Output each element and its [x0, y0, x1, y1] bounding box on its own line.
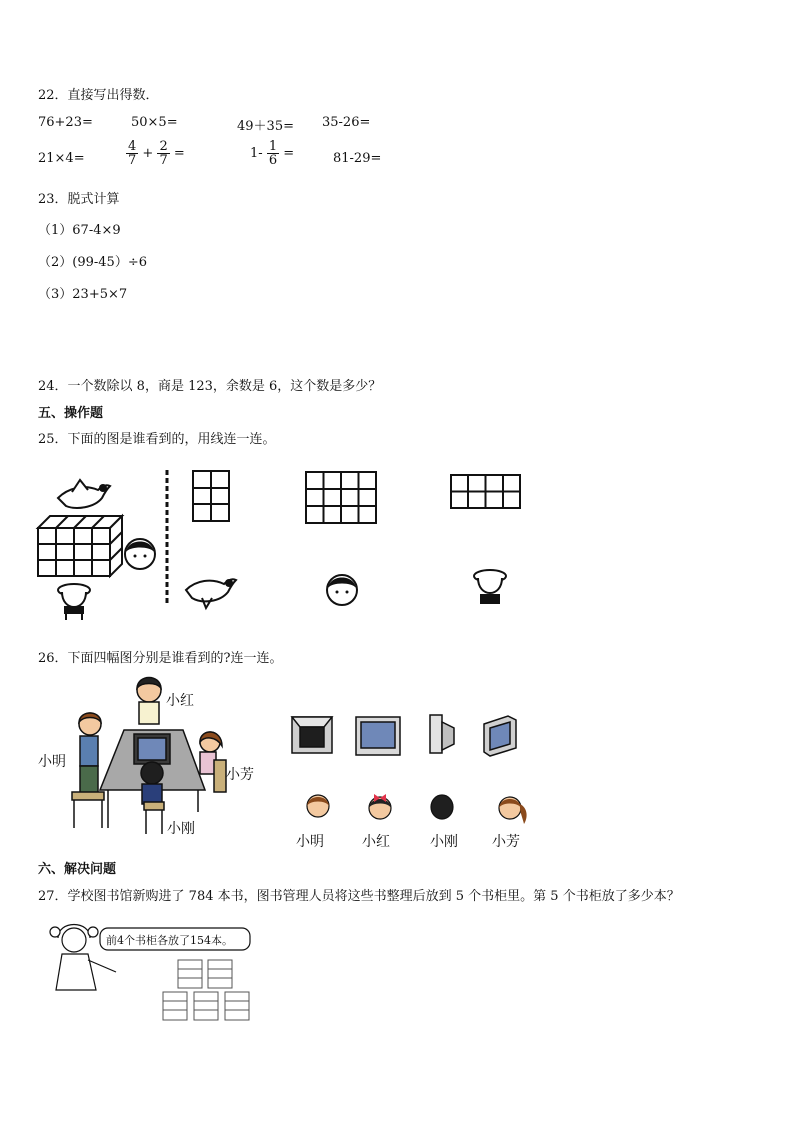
- fraction-numerator: 1: [268, 139, 278, 154]
- girl-ponytail-icon: [499, 797, 527, 824]
- scene-label-xiaoming: 小明: [38, 754, 66, 770]
- q22-expr: 50×5=: [131, 115, 178, 130]
- boy-with-hat-icon: [58, 584, 90, 620]
- equals-sign: =: [173, 146, 185, 161]
- q27-title: 27．学校图书馆新购进了 784 本书，图书管理人员将这些书整理后放到 5 个书柜里。第 5 个书柜放了多少本？: [38, 889, 680, 904]
- expr-prefix: 1-: [250, 146, 263, 161]
- fraction-denominator: 6: [268, 153, 278, 168]
- q23-item: （3）23+5×7: [38, 287, 128, 302]
- q23-item: （1）67-4×9: [38, 223, 121, 238]
- q22-title: 22．直接写出得数．: [38, 88, 159, 103]
- bookshelf-icons: [163, 960, 249, 1020]
- girl-head-icon: [327, 575, 357, 605]
- q22-expr: 21×4=: [38, 151, 85, 166]
- q22-expr: 49＋35=: [237, 119, 294, 134]
- monitor-view-side: [430, 715, 454, 753]
- bottom-label: 小芳: [492, 834, 520, 850]
- scene-label-xiaohong: 小红: [166, 693, 194, 709]
- monitor-view-top: [292, 717, 332, 753]
- pigeon-icon: [58, 480, 110, 508]
- plus-sign: +: [142, 146, 154, 161]
- q25-title: 25．下面的图是谁看到的，用线连一连。: [38, 432, 276, 447]
- scene-label-xiaofang: 小芳: [226, 767, 254, 783]
- fraction-denominator: 7: [128, 153, 137, 168]
- scene-label-xiaogang: 小刚: [167, 821, 195, 837]
- cube-block-icon: [38, 516, 122, 576]
- equals-sign: =: [283, 146, 295, 161]
- girl-head-icon: [125, 539, 155, 569]
- section-heading: 五、操作题: [38, 406, 104, 421]
- q23-item: （2）(99-45）÷6: [38, 255, 147, 270]
- q22-expr: 76+23=: [38, 115, 93, 130]
- q22-expr: 81-29=: [333, 151, 382, 166]
- fraction-numerator: 2: [159, 139, 168, 154]
- bottom-label: 小刚: [430, 834, 458, 850]
- pigeon-icon: [186, 579, 236, 608]
- q23-title: 23．脱式计算: [38, 192, 120, 207]
- boy-back-head-icon: [431, 795, 453, 819]
- classroom-scene: [72, 678, 226, 835]
- q24-title: 24．一个数除以 8，商是 123，余数是 6，这个数是多少？: [38, 379, 382, 394]
- grid-view-2x3: [193, 471, 229, 521]
- bottom-label: 小明: [296, 834, 324, 850]
- boy-with-hat-icon: [474, 570, 506, 604]
- grid-view-4x2: [451, 475, 520, 508]
- bottom-label: 小红: [362, 834, 390, 850]
- fraction-denominator: 7: [159, 153, 168, 168]
- q26-title: 26．下面四幅图分别是谁看到的?连一连。: [38, 651, 283, 666]
- speech-bubble-text: 前4个书柜各放了154本。: [106, 934, 233, 947]
- q22-expr: 35-26=: [322, 115, 371, 130]
- section-heading: 六、解决问题: [38, 862, 117, 877]
- grid-view-4x3: [306, 472, 376, 523]
- boy-head-icon: [307, 795, 329, 817]
- monitor-view-front: [356, 717, 400, 755]
- monitor-view-angle: [484, 716, 516, 756]
- fraction-numerator: 4: [128, 139, 137, 154]
- girl-with-bow-icon: [369, 794, 391, 819]
